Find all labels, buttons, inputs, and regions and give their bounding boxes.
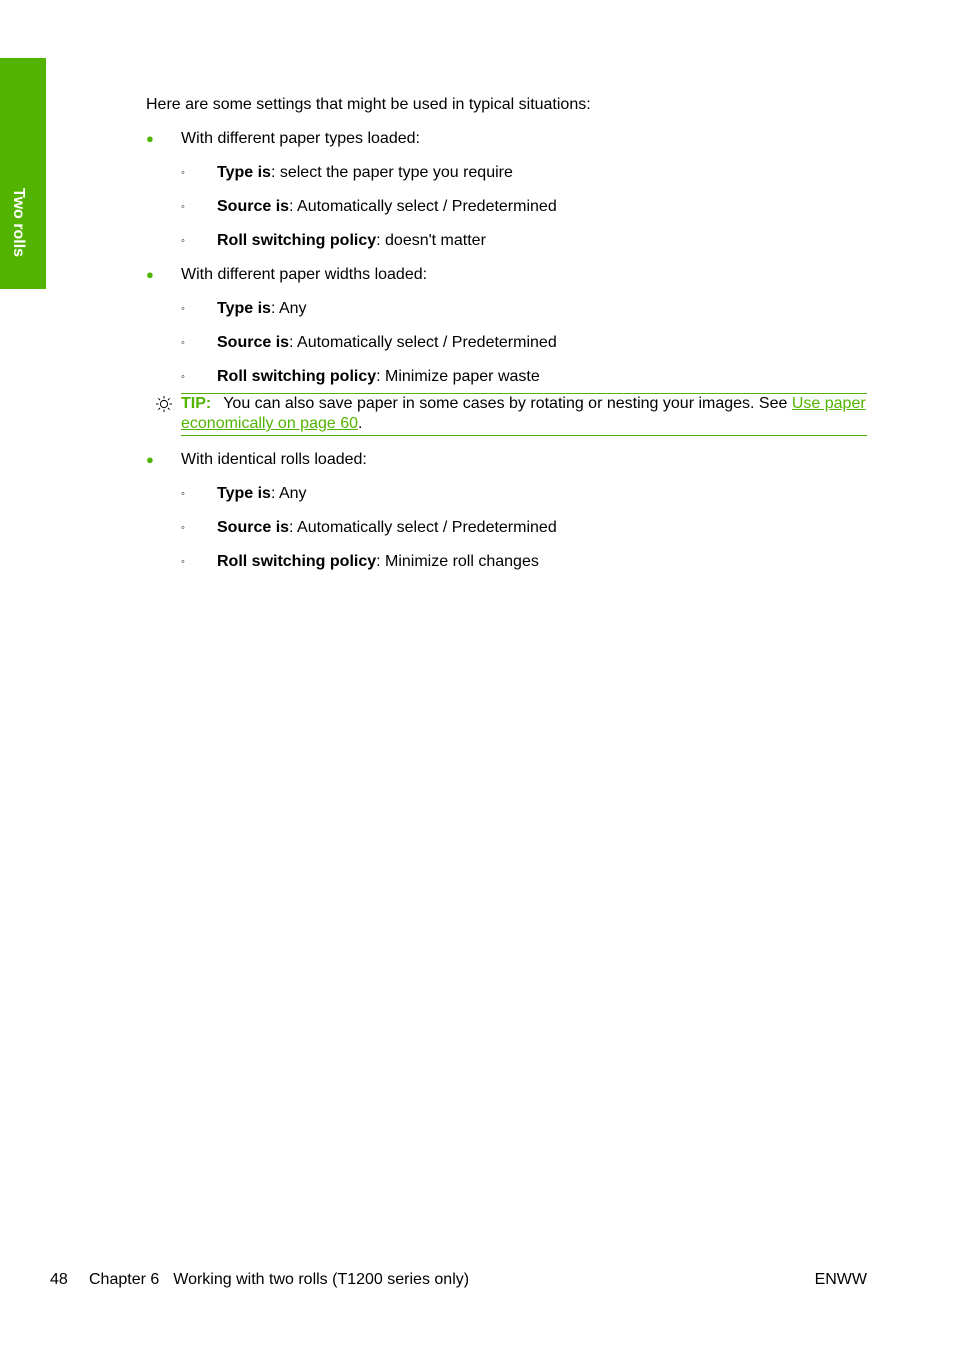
tip-end: . (358, 415, 363, 432)
sub-bullet-icon: ◦ (181, 167, 185, 179)
sub-bullet-icon: ◦ (181, 371, 185, 383)
tip-label: TIP: (181, 395, 212, 412)
chapter-title: Working with two rolls (T1200 series only) (173, 1271, 470, 1288)
sub-list-item (146, 197, 867, 217)
bullet-icon: ● (146, 452, 154, 467)
sub-list-item (146, 163, 867, 183)
sub-bullet-icon: ◦ (181, 488, 185, 500)
tip-text: You can also save paper in some cases by rotating or nesting your images. See (223, 395, 792, 412)
setting-value: : Minimize roll changes (376, 553, 539, 570)
setting-name: Roll switching policy (217, 232, 377, 249)
setting-value: : Automatically select / Predetermined (289, 519, 557, 536)
sub-list-item (146, 367, 867, 387)
setting-name: Source is (217, 519, 290, 536)
sub-bullet-icon: ◦ (181, 201, 185, 213)
setting-name: Roll switching policy (217, 553, 377, 570)
setting-value: : Minimize paper waste (376, 368, 540, 385)
sub-list-item (146, 518, 867, 538)
sub-bullet-icon: ◦ (181, 556, 185, 568)
sub-list (146, 484, 867, 572)
setting-name: Source is (217, 334, 290, 351)
side-tab-label: Two rolls (10, 188, 27, 258)
sub-list-item (146, 231, 867, 251)
list-item (146, 450, 867, 470)
sub-list-item (146, 552, 867, 572)
tip-link[interactable]: Use paper economically on page 60 (181, 395, 866, 432)
group-label: With identical rolls loaded: (181, 451, 367, 468)
sub-list-item (146, 299, 867, 319)
page-number: 48 (50, 1271, 68, 1288)
setting-value: : Any (270, 485, 307, 502)
sub-bullet-icon: ◦ (181, 303, 185, 315)
sub-bullet-icon: ◦ (181, 522, 185, 534)
group-label: With different paper widths loaded: (181, 266, 428, 283)
sub-list (146, 163, 867, 251)
list-item (146, 129, 867, 149)
setting-value: : Automatically select / Predetermined (289, 198, 557, 215)
intro-text: Here are some settings that might be used in typical situations: (146, 96, 591, 113)
page-footer (50, 1270, 867, 1290)
setting-name: Roll switching policy (217, 368, 377, 385)
setting-name: Type is (217, 300, 271, 317)
sub-list-item (146, 333, 867, 353)
side-tab (0, 58, 46, 289)
bullet-icon: ● (146, 131, 154, 146)
setting-value: : Automatically select / Predetermined (289, 334, 557, 351)
page-content (146, 95, 867, 572)
setting-value: : doesn't matter (376, 232, 486, 249)
setting-name: Type is (217, 164, 271, 181)
group-label: With different paper types loaded: (181, 130, 420, 147)
list-item (146, 265, 867, 285)
setting-value: : Any (270, 300, 307, 317)
tip-box (181, 393, 867, 436)
sub-list-item (146, 484, 867, 504)
setting-name: Type is (217, 485, 271, 502)
chapter-label: Chapter 6 (89, 1271, 160, 1288)
lightbulb-icon (155, 395, 173, 413)
sub-list (146, 299, 867, 387)
footer-locale: ENWW (814, 1271, 867, 1288)
setting-value: : select the paper type you require (270, 164, 513, 181)
sub-bullet-icon: ◦ (181, 235, 185, 247)
sub-bullet-icon: ◦ (181, 337, 185, 349)
bullet-icon: ● (146, 267, 154, 282)
setting-name: Source is (217, 198, 290, 215)
